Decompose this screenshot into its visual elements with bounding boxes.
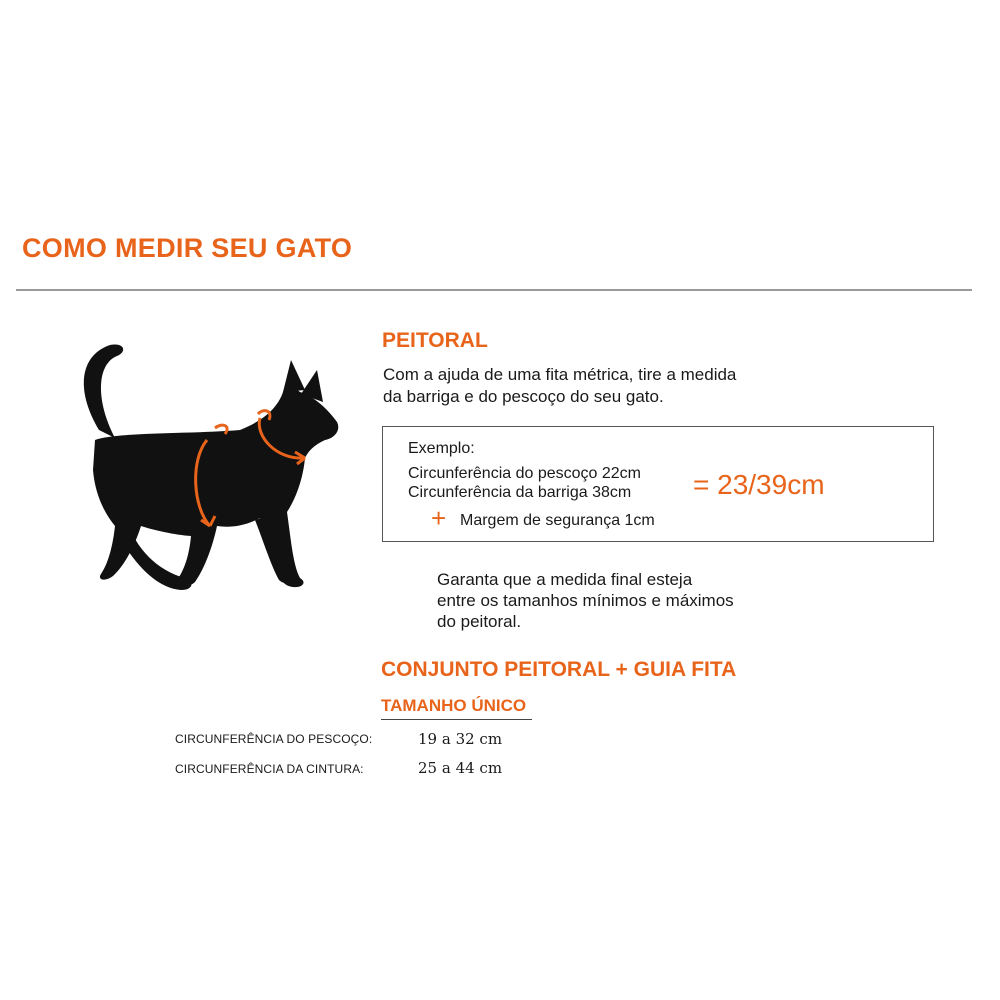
waist-size-value: 25 a 44 cm [418, 759, 503, 777]
cat-silhouette-with-measure-arrows-icon [55, 330, 355, 600]
example-result: = 23/39cm [693, 469, 825, 500]
size-title: TAMANHO ÚNICO [381, 696, 532, 720]
example-label: Exemplo: [408, 440, 475, 457]
example-belly: Circunferência da barriga 38cm [408, 484, 632, 501]
guarantee-line: Garanta que a medida final esteja [437, 570, 693, 589]
guarantee-line: entre os tamanhos mínimos e máximos [437, 591, 734, 610]
example-box [382, 426, 934, 542]
guarantee-line: do peitoral. [437, 612, 522, 631]
waist-size-label: CIRCUNFERÊNCIA DA CINTURA: [175, 762, 364, 776]
page-title: COMO MEDIR SEU GATO [22, 233, 353, 263]
example-neck: Circunferência do pescoço 22cm [408, 465, 642, 482]
neck-size-value: 19 a 32 cm [418, 730, 503, 748]
guarantee-note [437, 569, 777, 632]
conjunto-title: CONJUNTO PEITORAL + GUIA FITA [381, 658, 737, 681]
title-divider [16, 289, 972, 291]
neck-size-label: CIRCUNFERÊNCIA DO PESCOÇO: [175, 732, 373, 746]
intro-line: da barriga e do pescoço do seu gato. [383, 387, 664, 406]
peitoral-intro [383, 364, 803, 408]
intro-line: Com a ajuda de uma fita métrica, tire a medida [383, 365, 737, 384]
peitoral-title: PEITORAL [382, 329, 488, 352]
example-margin: Margem de segurança 1cm [460, 512, 655, 529]
plus-icon: + [431, 503, 447, 533]
